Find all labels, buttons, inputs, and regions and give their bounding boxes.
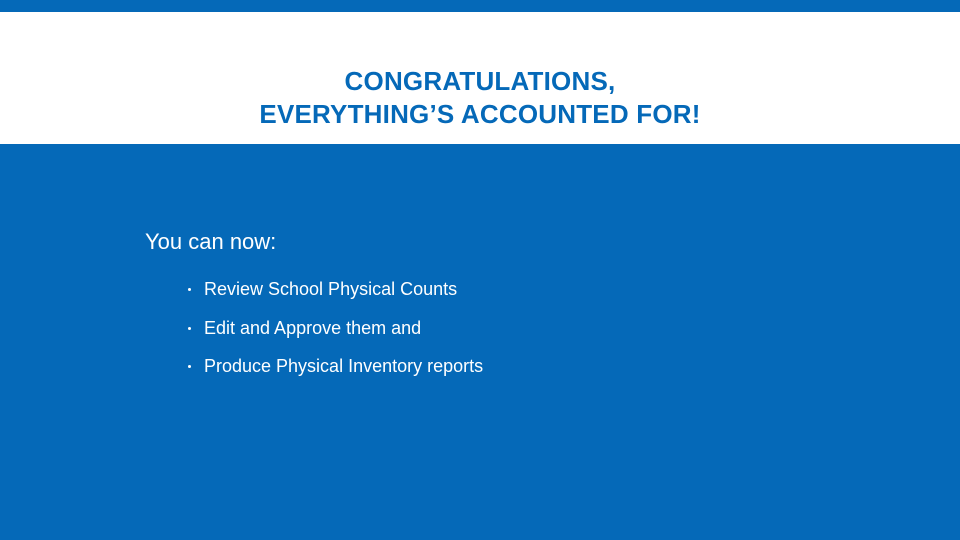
intro-text: You can now: xyxy=(145,229,277,254)
slide-title-line-2: EVERYTHING’S ACCOUNTED FOR! xyxy=(259,99,701,130)
title-band xyxy=(0,12,960,144)
slide-title-line-1: CONGRATULATIONS, xyxy=(344,66,616,97)
bullet-text-edit-approve: Edit and Approve them and xyxy=(204,317,422,338)
content-panel xyxy=(0,144,960,540)
top-accent-strip xyxy=(0,0,960,12)
bullet-text-review: Review School Physical Counts xyxy=(204,279,458,299)
bullet-dot-icon xyxy=(188,327,191,330)
slide-title xyxy=(0,65,960,131)
bullet-text-produce-reports: Produce Physical Inventory reports xyxy=(204,356,484,376)
bullet-dot-icon xyxy=(188,288,191,291)
bullet-dot-icon xyxy=(188,365,191,368)
